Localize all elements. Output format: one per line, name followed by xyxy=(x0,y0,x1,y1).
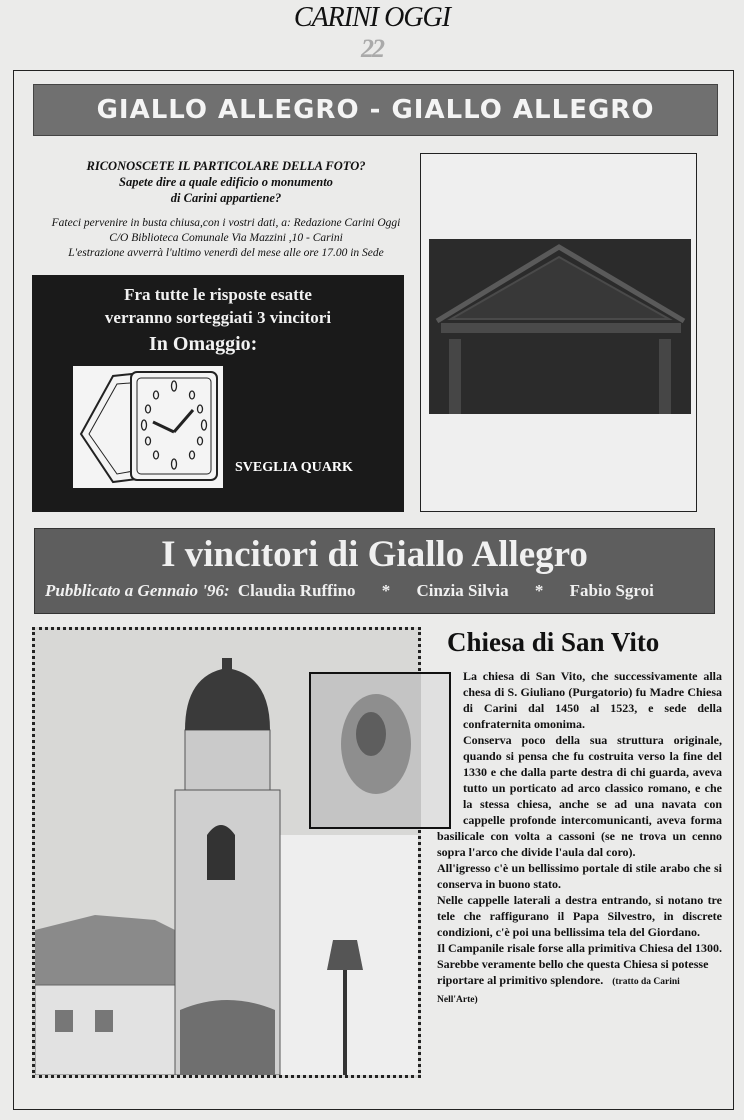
quiz-question: di Carini appartiene? xyxy=(170,191,282,205)
prize-item-label: SVEGLIA QUARK xyxy=(235,460,353,475)
quiz-instructions: C/O Biblioteca Comunale Via Mazzini ,10 - Carini xyxy=(109,232,343,244)
fresco-detail-photo xyxy=(309,672,451,829)
article-source: (tratto da Carini Nell'Arte) xyxy=(437,977,680,1005)
article-body xyxy=(437,668,722,1008)
winners-banner xyxy=(34,528,715,614)
winners-title: I vincitori di Giallo Allegro xyxy=(161,534,588,575)
quiz-instructions: L'estrazione avverrà l'ultimo venerdì del mese alle ore 17.00 in Sede xyxy=(68,247,384,259)
article-paragraph: All'igresso c'è un bellissimo portale di stile arabo che si conserva in buono stato. xyxy=(437,861,722,891)
masthead xyxy=(0,2,744,64)
separator: * xyxy=(381,581,391,600)
prize-line: Fra tutte le risposte esatte xyxy=(124,285,312,304)
prize-heading: In Omaggio: xyxy=(149,333,258,355)
separator: * xyxy=(534,581,544,600)
article-paragraph: Nelle cappelle laterali a destra entrando, si notano tre tele che raffigurano il Papa Silvestro, in discrete condizioni, c'è poi una bellissima tela del Giordano. xyxy=(437,893,722,939)
winner-name: Cinzia Silvia xyxy=(416,581,509,600)
mystery-photo xyxy=(429,239,691,414)
winners-list xyxy=(45,581,676,601)
article-paragraph: Conserva poco della sua struttura originale, quando si pensa che fu costruita verso la fine del 1330 e che dalla parte destra di chi guarda, aveva tutto un porticato ad arco classico romano, e che la stessa chiesa, anche se ad una navata con cappelle profonde intercomunicanti, aveva forma basilicale con volta a cassoni (se ne trova un cenno sopra l'arco che divide l'aula dal coro). xyxy=(437,733,722,859)
article-paragraph: Il Campanile risale forse alla primitiva Chiesa del 1300. Sarebbe veramente bello che questa Chiesa si potesse riportare al primitivo splendore. xyxy=(437,941,722,987)
article-paragraph: La chiesa di San Vito, che successivamente alla chesa di S. Giuliano (Purgatorio) fu Madre Chiesa di Carini dal 1450 al 1523, e sede della confraternita omonima. xyxy=(463,669,722,731)
winner-name: Fabio Sgroi xyxy=(569,581,654,600)
giallo-allegro-banner: GIALLO ALLEGRO - GIALLO ALLEGRO xyxy=(33,84,718,136)
quiz-question: RICONOSCETE IL PARTICOLARE DELLA FOTO? xyxy=(86,159,366,173)
alarm-clock-image xyxy=(73,366,223,488)
prize-box xyxy=(32,275,404,512)
page-number: 22 xyxy=(361,34,383,63)
quiz-text xyxy=(30,158,422,261)
magazine-logo: CARINI OGGI xyxy=(293,2,451,33)
clock-icon xyxy=(73,366,223,488)
published-label: Pubblicato a Gennaio '96: xyxy=(45,581,230,600)
article-title: Chiesa di San Vito xyxy=(447,627,660,657)
mystery-photo-frame xyxy=(420,153,697,512)
prize-line: verranno sorteggiati 3 vincitori xyxy=(104,308,332,327)
quiz-question: Sapete dire a quale edificio o monumento xyxy=(119,175,333,189)
quiz-instructions: Fateci pervenire in busta chiusa,con i vostri dati, a: Redazione Carini Oggi xyxy=(51,217,401,229)
winner-name: Claudia Ruffino xyxy=(237,581,356,600)
